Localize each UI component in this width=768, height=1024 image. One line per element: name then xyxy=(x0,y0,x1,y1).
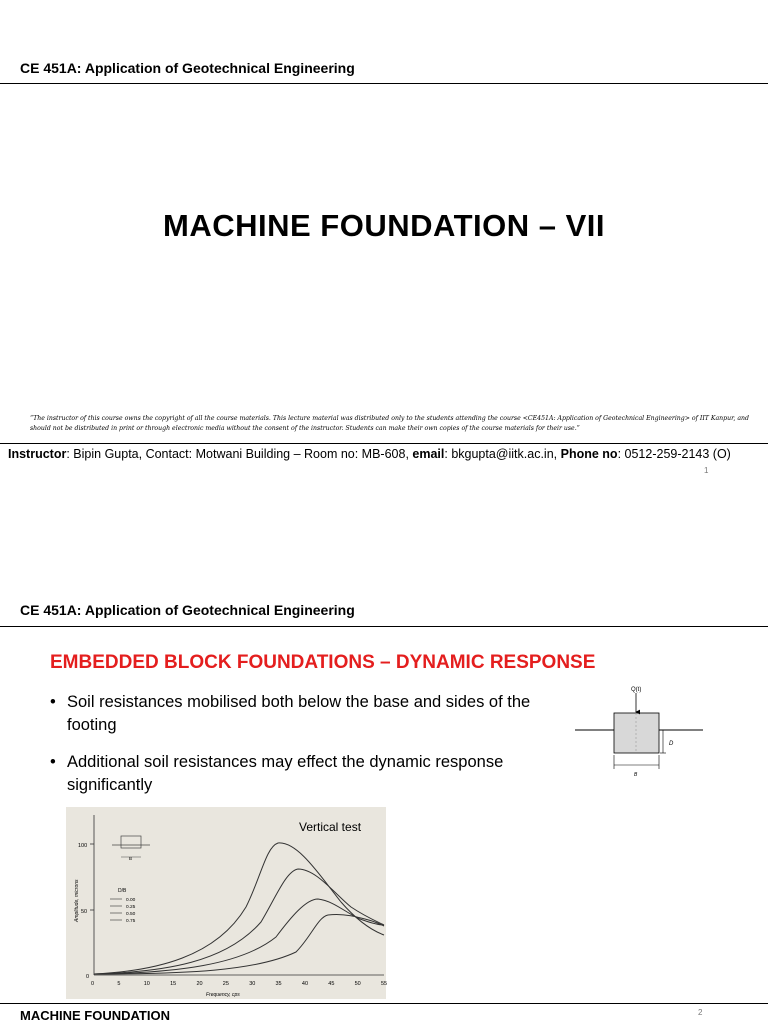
x-tick-label: 50 xyxy=(354,981,361,987)
course-title: CE 451A: Application of Geotechnical Engineering xyxy=(20,60,355,76)
width-label: B xyxy=(634,772,638,778)
legend-title: D/B xyxy=(118,888,127,894)
email-link[interactable]: bkgupta@iitk.ac.in xyxy=(451,447,554,461)
x-tick-label: 30 xyxy=(249,981,256,987)
content-slide xyxy=(0,545,768,1024)
x-axis-label: Frequency, cps xyxy=(206,992,240,998)
lecture-title: MACHINE FOUNDATION – VII xyxy=(163,208,605,243)
legend-entry: 0.25 xyxy=(126,905,136,910)
legend-entry: 0.00 xyxy=(126,898,136,903)
email-label: email xyxy=(412,447,445,461)
bullet-item: • Additional soil resistances may effect the dynamic response significantly xyxy=(50,751,540,797)
x-tick-label: 40 xyxy=(301,981,309,987)
figure-caption: Vertical test xyxy=(299,820,362,834)
slide-gap xyxy=(0,500,768,545)
course-title: CE 451A: Application of Geotechnical Engineering xyxy=(20,602,355,618)
x-tick-label: 35 xyxy=(275,981,282,987)
x-tick-label: 15 xyxy=(170,981,177,987)
y-axis-label: Amplitude, microns xyxy=(74,879,80,922)
phone-value: 0512-259-2143 (O) xyxy=(624,447,731,461)
header-divider xyxy=(0,626,768,627)
instructor-colon: : xyxy=(66,447,74,461)
x-tick-label: 5 xyxy=(117,981,121,987)
page-number: 2 xyxy=(698,1008,703,1017)
inset-label: B xyxy=(129,856,133,861)
foundation-diagram xyxy=(575,685,705,795)
x-tick-label: 10 xyxy=(143,981,150,987)
phone-label: Phone no xyxy=(560,447,618,461)
instructor-label: Instructor xyxy=(8,447,67,461)
contact-value: Motwani Building – Room no: MB-608 xyxy=(195,447,406,461)
y-tick-label: 50 xyxy=(81,909,88,915)
load-label: Q(t) xyxy=(631,687,642,693)
page-number: 1 xyxy=(704,466,709,475)
scan-background xyxy=(66,807,386,999)
footer-divider xyxy=(0,1003,768,1004)
contact-label: Contact: xyxy=(145,447,193,461)
x-tick-label: 55 xyxy=(381,981,388,987)
slide-heading: EMBEDDED BLOCK FOUNDATIONS – DYNAMIC RESPONSE xyxy=(50,652,596,673)
header-divider xyxy=(0,83,768,84)
x-tick-label: 45 xyxy=(328,981,335,987)
x-tick-label: 20 xyxy=(196,981,203,987)
depth-label: D xyxy=(669,741,674,747)
instructor-name: Bipin Gupta xyxy=(73,447,139,461)
y-tick-label: 0 xyxy=(86,974,90,980)
slide-footer: MACHINE FOUNDATION xyxy=(20,1008,170,1023)
bullet-list xyxy=(50,691,540,811)
title-slide xyxy=(0,0,768,500)
frequency-response-graph xyxy=(66,807,386,999)
legend-entry: 0.50 xyxy=(126,912,136,917)
copyright-notice: “The instructor of this course owns the copyright of all the course materials. This lecture material was distributed only to the students attending the course <CE451A: Application of Geotechnical Engineering> of IIT Kanpur, and should not be distributed in print or through electronic media without the consent of the instructor. Students can make their own copies of the course materials for their use.” xyxy=(30,415,749,432)
bullet-item: • Soil resistances mobilised both below the base and sides of the footing xyxy=(50,691,540,737)
x-tick-label: 0 xyxy=(91,981,95,987)
legend-entry: 0.75 xyxy=(126,919,136,924)
instructor-info: Instructor: Bipin Gupta, Contact: Motwani Building – Room no: MB-608, email: bkgupta@iitk.ac.in, Phone no: 0512-259-2143 (O) xyxy=(8,447,731,461)
footer-divider xyxy=(0,443,768,444)
y-tick-label: 100 xyxy=(78,843,88,849)
x-tick-label: 25 xyxy=(222,981,229,987)
